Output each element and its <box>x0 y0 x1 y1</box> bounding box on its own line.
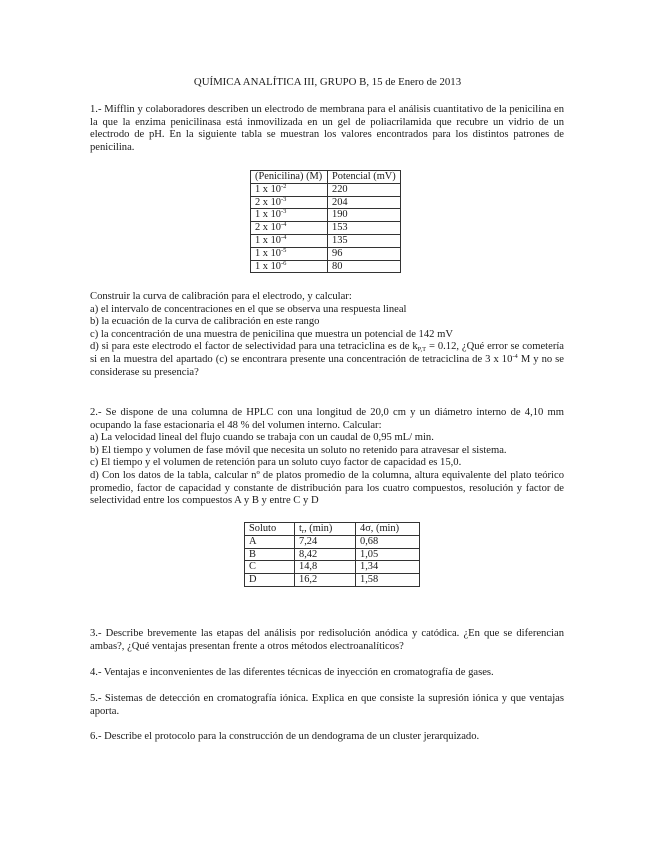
question-4: 4.- Ventajas e inconvenientes de las diferentes técnicas de inyección en cromatografía de gases. <box>90 667 494 678</box>
peak-width-cell: 0,68 <box>356 535 420 548</box>
exam-title: QUÍMICA ANALÍTICA III, GRUPO B, 15 de Enero de 2013 <box>193 76 462 88</box>
concentration-cell: 1 x $10^{-4}$ <box>251 234 328 247</box>
table-row <box>251 222 401 235</box>
question-3: 3.- Describe brevemente las etapas del análisis por redisolución anódica y catódica. ¿En que se diferencian ambas?, ¿Qué ventajas presentan frente a otros métodos electroanalíticos? <box>90 628 564 652</box>
potential-cell: 204 <box>328 196 401 209</box>
retention-time-cell: 14,8 <box>295 561 356 574</box>
retention-time-cell: 7,24 <box>295 535 356 548</box>
question-1-part-a: a) el intervalo de concentraciones en el que se observa una respuesta lineal <box>90 303 407 315</box>
table-header-row <box>251 171 401 184</box>
question-1 <box>90 104 564 154</box>
concentration-cell: 1 x $10^{-6}$ <box>251 260 328 273</box>
table-row <box>251 183 401 196</box>
question-2-part-c: c) El tiempo y el volumen de retención para un soluto cuyo factor de capacidad es 15,0. <box>90 457 462 469</box>
retention-time-cell: 16,2 <box>295 574 356 587</box>
potential-cell: 135 <box>328 234 401 247</box>
solute-cell: A <box>245 535 295 548</box>
potential-cell: 153 <box>328 222 401 235</box>
table-row <box>245 561 420 574</box>
potential-cell: 96 <box>328 247 401 260</box>
potential-cell: 190 <box>328 209 401 222</box>
solute-cell: C <box>245 561 295 574</box>
question-2-intro: 2.- Se dispone de una columna de HPLC con una longitud de 20,0 cm y un diámetro interno de 4,10 mm ocupando la fase estacionaria el 48 % del volumen interno. Calcular: <box>90 407 564 431</box>
penicillin-table <box>250 170 401 273</box>
question-1-part-d: d) si para este electrodo el factor de selectividad para una tetraciclina es de $k_{P,T} = 0.12$, ¿Qué error se cometería si en la muestra del apartado (c) se encontrara presente una concentración de tetraciclina de 3 x $10^{-4}$ M y no se considerase su presencia? <box>90 341 564 378</box>
question-1-part-c: c) la concentración de una muestra de penicilina que muestra un potencial de 142 mV <box>90 328 453 340</box>
question-2-part-d: d) Con los datos de la tabla, calcular nº de platos promedio de la columna, altura equivalente del plato teórico promedio, factor de capacidad y constante de distribución para los cuatro compuestos, resolución y factor de selectividad entre los compuestos A y B y entre C y D <box>90 469 564 507</box>
solute-table <box>244 522 420 587</box>
question-2-part-a: a) La velocidad lineal del flujo cuando se trabaja con un caudal de 0,95 mL/ min. <box>90 432 434 444</box>
question-6: 6.- Describe el protocolo para la construcción de un dendograma de un cluster jerarquizado. <box>90 731 480 742</box>
table-header-row <box>245 523 420 536</box>
table-header-cell: Potencial (mV) <box>328 171 401 184</box>
question-1-part-b: b) la ecuación de la curva de calibración en este rango <box>90 316 320 328</box>
question-1-tasks <box>90 291 564 379</box>
retention-time-cell: 8,42 <box>295 548 356 561</box>
question-1-build: Construir la curva de calibración para el electrodo, y calcular: <box>90 291 352 302</box>
concentration-cell: 1 x $10^{-5}$ <box>251 247 328 260</box>
peak-width-cell: 1,05 <box>356 548 420 561</box>
table-header-cell: (Penicilina) (M) <box>251 171 328 184</box>
potential-cell: 220 <box>328 183 401 196</box>
table-header-cell: Soluto <box>245 523 295 536</box>
concentration-cell: 2 x $10^{-4}$ <box>251 222 328 235</box>
question-2 <box>90 407 564 508</box>
concentration-cell: 1 x $10^{-2}$ <box>251 183 328 196</box>
concentration-cell: 1 x $10^{-3}$ <box>251 209 328 222</box>
question-2-part-b: b) El tiempo y volumen de fase móvil que necesita un soluto no retenido para atravesar el sistema. <box>90 444 507 456</box>
table-header-cell: 4σ, (min) <box>356 523 420 536</box>
table-row <box>251 260 401 273</box>
table-row <box>245 535 420 548</box>
question-5: 5.- Sistemas de detección en cromatografía iónica. Explica en que consiste la supresión iónica y que ventajas aporta. <box>90 693 564 717</box>
concentration-cell: 2 x $10^{-3}$ <box>251 196 328 209</box>
potential-cell: 80 <box>328 260 401 273</box>
table-row <box>251 196 401 209</box>
question-1-intro: 1.- Mifflin y colaboradores describen un electrodo de membrana para el análisis cuantitativo de la penicilina en la que la enzima penicilinasa está inmovilizada en un gel de poliacrilamida que recubre un vidrio de un electrodo de pH. En la siguiente tabla se muestran los valores encontrados para los distintos patrones de penicilina. <box>90 104 564 153</box>
table-row <box>251 234 401 247</box>
solute-cell: D <box>245 574 295 587</box>
table-row <box>245 548 420 561</box>
table-header-cell: $t_r$, (min) <box>295 523 356 536</box>
solute-cell: B <box>245 548 295 561</box>
table-row <box>251 209 401 222</box>
table-row <box>245 574 420 587</box>
table-row <box>251 247 401 260</box>
peak-width-cell: 1,58 <box>356 574 420 587</box>
peak-width-cell: 1,34 <box>356 561 420 574</box>
